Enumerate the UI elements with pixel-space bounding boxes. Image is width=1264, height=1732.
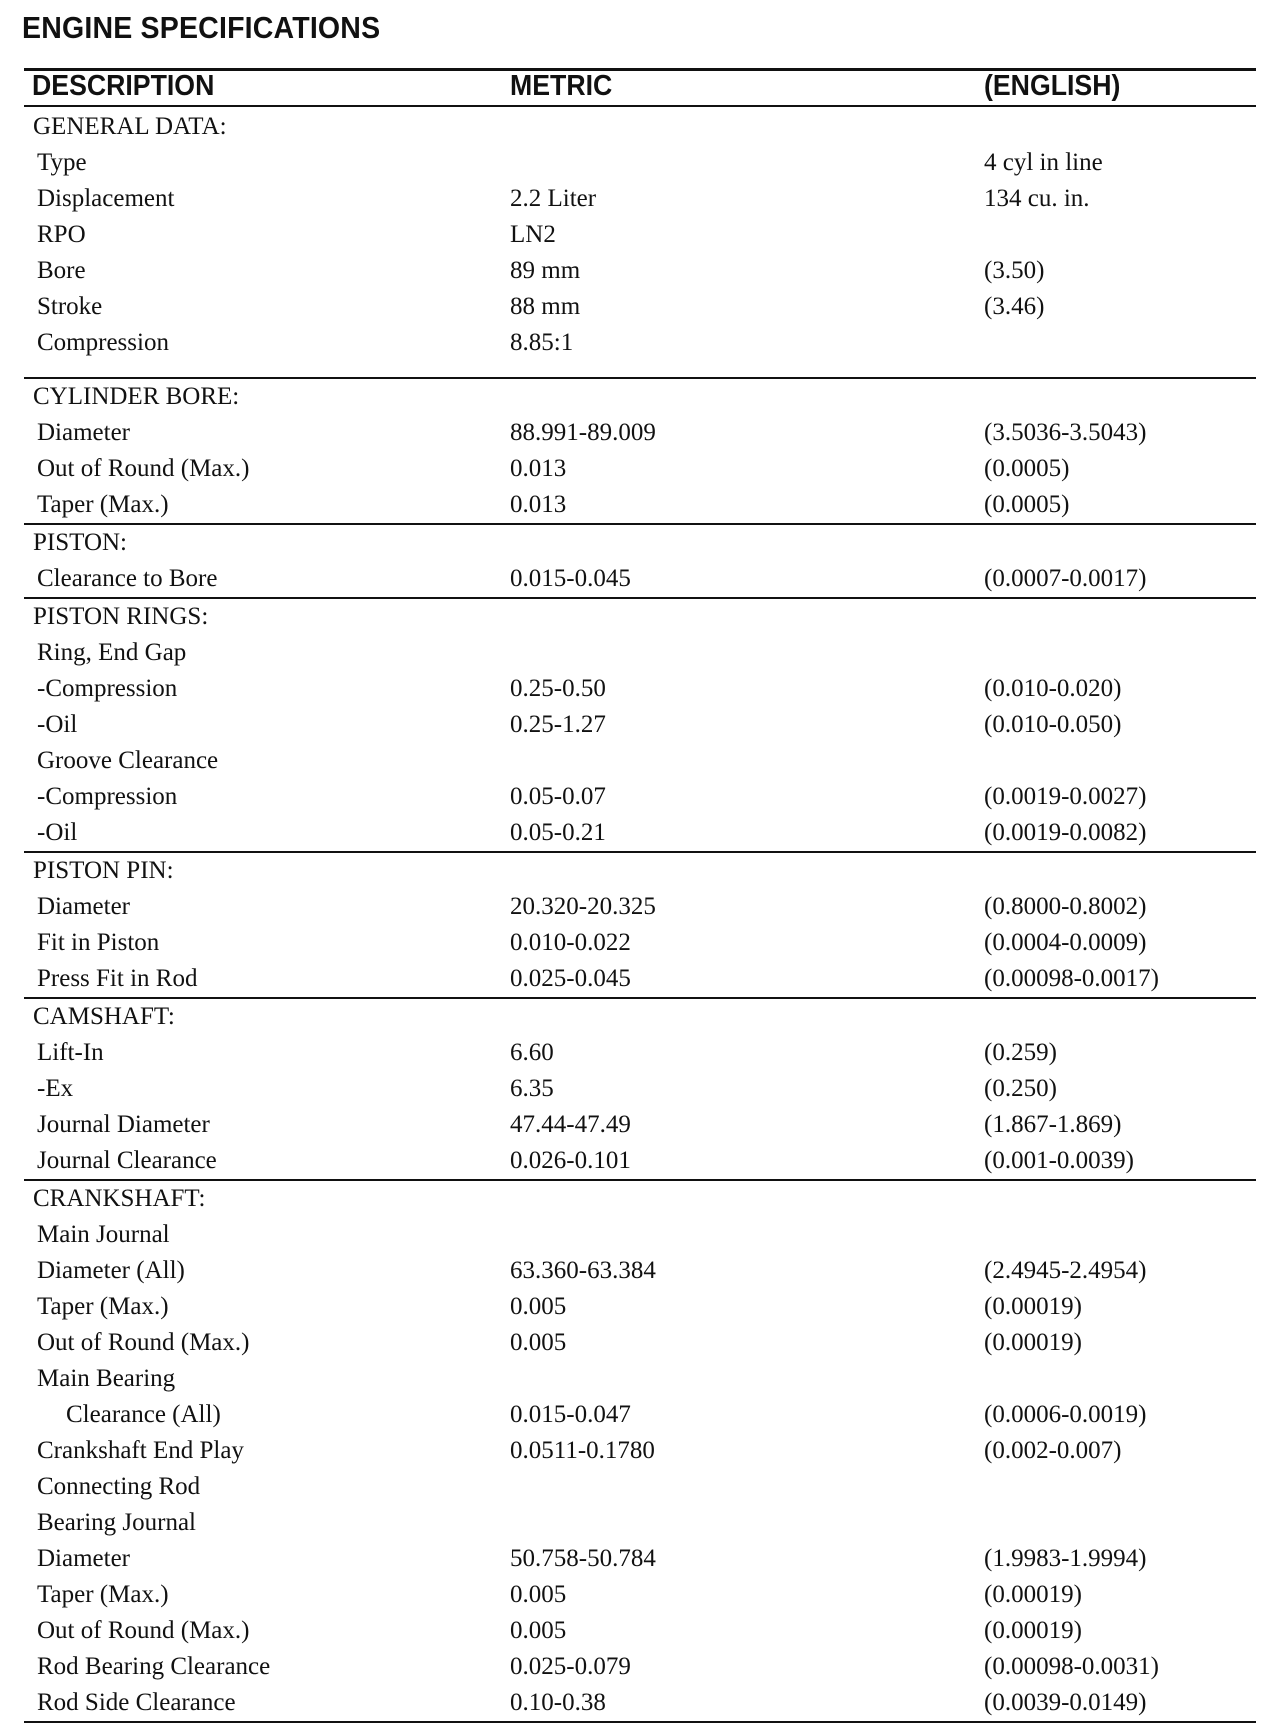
- table-row: [24, 1613, 1256, 1649]
- row-english: (0.0005): [984, 455, 1070, 482]
- row-metric: [510, 1217, 984, 1253]
- table-row: [24, 325, 1256, 361]
- row-metric: 0.015-0.045: [510, 565, 631, 592]
- row-english: (0.010-0.020): [984, 675, 1122, 702]
- row-label: -Ex: [37, 1075, 74, 1102]
- row-label: Type: [37, 149, 87, 176]
- row-english: (0.00098-0.0031): [984, 1653, 1159, 1680]
- table-row: [24, 145, 1256, 181]
- row-label: Journal Diameter: [37, 1111, 210, 1138]
- table-row: [24, 451, 1256, 487]
- row-english: [984, 1361, 1256, 1397]
- row-metric: 0.025-0.045: [510, 965, 631, 992]
- section-heading: GENERAL DATA:: [33, 113, 227, 140]
- row-label: Journal Clearance: [37, 1147, 217, 1174]
- section-heading: CYLINDER BORE:: [33, 383, 240, 410]
- row-english: (0.00019): [984, 1581, 1082, 1608]
- section-cylinder-bore: [24, 379, 1256, 525]
- table-row: [24, 1107, 1256, 1143]
- row-english: (0.00019): [984, 1329, 1082, 1356]
- row-metric: [510, 635, 984, 671]
- row-metric: 88 mm: [510, 293, 581, 320]
- section-heading-row: [24, 853, 1256, 889]
- table-row: [24, 1035, 1256, 1071]
- row-english: 4 cyl in line: [984, 149, 1103, 176]
- row-label: Diameter (All): [37, 1257, 185, 1284]
- section-heading-row: [24, 1181, 1256, 1217]
- table-row: [24, 743, 1256, 779]
- table-row: [24, 289, 1256, 325]
- row-english: (0.0004-0.0009): [984, 929, 1147, 956]
- row-metric: 50.758-50.784: [510, 1545, 656, 1572]
- table-row: [24, 1577, 1256, 1613]
- row-label: Groove Clearance: [37, 747, 219, 774]
- row-metric: 0.25-0.50: [510, 675, 606, 702]
- row-label: Taper (Max.): [37, 1581, 169, 1608]
- row-metric: [510, 1361, 984, 1397]
- row-english: (0.8000-0.8002): [984, 893, 1147, 920]
- row-metric: 89 mm: [510, 257, 581, 284]
- table-row: [24, 1217, 1256, 1253]
- table-row: [24, 217, 1256, 253]
- table-row: [24, 1253, 1256, 1289]
- row-label: -Oil: [37, 711, 78, 738]
- table-row: [24, 487, 1256, 523]
- section-heading-row: [24, 999, 1256, 1035]
- row-label: Diameter: [37, 1545, 131, 1572]
- row-metric: 0.005: [510, 1293, 567, 1320]
- row-label: Bearing Journal: [37, 1509, 196, 1536]
- table-row: [24, 253, 1256, 289]
- row-english: (0.00019): [984, 1617, 1082, 1644]
- row-english: (0.0019-0.0027): [984, 783, 1147, 810]
- row-label: Crankshaft End Play: [37, 1437, 244, 1464]
- row-label: Connecting Rod: [37, 1473, 201, 1500]
- row-metric: 8.85:1: [510, 329, 574, 356]
- row-label: Diameter: [37, 893, 131, 920]
- row-metric: 0.0511-0.1780: [510, 1437, 655, 1464]
- row-label: Clearance (All): [66, 1401, 221, 1428]
- table-row: [24, 707, 1256, 743]
- row-metric: 0.005: [510, 1581, 567, 1608]
- row-metric: 0.010-0.022: [510, 929, 631, 956]
- row-label: Lift-In: [37, 1039, 104, 1066]
- row-english: (0.0005): [984, 491, 1070, 518]
- row-label: RPO: [37, 221, 86, 248]
- row-label: Out of Round (Max.): [37, 1329, 250, 1356]
- table-row: [24, 961, 1256, 997]
- section-heading-row: [24, 525, 1256, 561]
- table-row: [24, 889, 1256, 925]
- row-label: Taper (Max.): [37, 491, 169, 518]
- row-label: Clearance to Bore: [37, 565, 218, 592]
- row-metric: 0.05-0.21: [510, 819, 606, 846]
- row-label: Diameter: [37, 419, 131, 446]
- row-metric: 0.10-0.38: [510, 1689, 606, 1716]
- row-label: Out of Round (Max.): [37, 1617, 250, 1644]
- row-metric: 20.320-20.325: [510, 893, 656, 920]
- table-row: [24, 925, 1256, 961]
- row-english: (0.00019): [984, 1293, 1082, 1320]
- table-row: [24, 815, 1256, 851]
- row-english: [984, 217, 1256, 253]
- table-row: [24, 415, 1256, 451]
- row-metric: [510, 1469, 984, 1505]
- page-title: ENGINE SPECIFICATIONS: [22, 10, 381, 45]
- header-metric: METRIC: [510, 70, 613, 102]
- section-heading: PISTON PIN:: [33, 857, 174, 884]
- row-english: (0.010-0.050): [984, 711, 1122, 738]
- table-row: [24, 1433, 1256, 1469]
- header-english: (ENGLISH): [984, 70, 1121, 102]
- row-english: 134 cu. in.: [984, 185, 1090, 212]
- table-row: [24, 1397, 1256, 1433]
- table-row: [24, 1649, 1256, 1685]
- table-row: [24, 181, 1256, 217]
- row-metric: [510, 145, 984, 181]
- row-english: [984, 325, 1256, 361]
- section-heading: CAMSHAFT:: [33, 1003, 175, 1030]
- row-metric: 0.015-0.047: [510, 1401, 631, 1428]
- row-label: Fit in Piston: [37, 929, 160, 956]
- row-english: (0.259): [984, 1039, 1057, 1066]
- section-heading-row: [24, 109, 1256, 145]
- table-row: [24, 779, 1256, 815]
- row-label: Press Fit in Rod: [37, 965, 198, 992]
- section-heading-row: [24, 379, 1256, 415]
- row-metric: 0.005: [510, 1617, 567, 1644]
- row-english: (1.9983-1.9994): [984, 1545, 1147, 1572]
- row-label: Out of Round (Max.): [37, 455, 250, 482]
- row-label: -Oil: [37, 819, 78, 846]
- row-label: Rod Bearing Clearance: [37, 1653, 271, 1680]
- row-english: (0.250): [984, 1075, 1057, 1102]
- row-english: (0.001-0.0039): [984, 1147, 1134, 1174]
- row-metric: 0.05-0.07: [510, 783, 606, 810]
- row-label: Ring, End Gap: [37, 639, 187, 666]
- row-english: (2.4945-2.4954): [984, 1257, 1147, 1284]
- row-metric: 0.25-1.27: [510, 711, 606, 738]
- row-metric: 0.025-0.079: [510, 1653, 631, 1680]
- row-metric: 0.013: [510, 455, 567, 482]
- row-english: [984, 743, 1256, 779]
- row-english: [984, 1505, 1256, 1541]
- row-metric: 2.2 Liter: [510, 185, 597, 212]
- table-row: [24, 671, 1256, 707]
- row-metric: 63.360-63.384: [510, 1257, 656, 1284]
- section-crankshaft: [24, 1181, 1256, 1723]
- table-row: [24, 1143, 1256, 1179]
- row-english: [984, 635, 1256, 671]
- row-english: (1.867-1.869): [984, 1111, 1122, 1138]
- section-general-data: [24, 109, 1256, 379]
- section-heading-row: [24, 599, 1256, 635]
- table-row: [24, 1361, 1256, 1397]
- row-english: (0.002-0.007): [984, 1437, 1122, 1464]
- row-english: (0.0019-0.0082): [984, 819, 1147, 846]
- row-label: -Compression: [37, 675, 178, 702]
- table-row: [24, 1469, 1256, 1505]
- row-english: [984, 1469, 1256, 1505]
- row-label: Bore: [37, 257, 86, 284]
- section-piston-rings: [24, 599, 1256, 853]
- row-metric: 0.005: [510, 1329, 567, 1356]
- table-row: [24, 635, 1256, 671]
- row-label: Taper (Max.): [37, 1293, 169, 1320]
- table-row: [24, 1505, 1256, 1541]
- row-metric: [510, 1505, 984, 1541]
- row-metric: 0.013: [510, 491, 567, 518]
- spec-sections: [24, 109, 1256, 1723]
- row-metric: 88.991-89.009: [510, 419, 656, 446]
- section-heading: PISTON:: [33, 529, 128, 556]
- row-label: Main Bearing: [37, 1365, 176, 1392]
- header-rule: [24, 105, 1256, 107]
- section-heading: CRANKSHAFT:: [33, 1185, 206, 1212]
- row-metric: LN2: [510, 221, 556, 248]
- row-metric: [510, 743, 984, 779]
- row-english: (0.00098-0.0017): [984, 965, 1159, 992]
- header-description: DESCRIPTION: [32, 70, 215, 102]
- row-label: Rod Side Clearance: [37, 1689, 236, 1716]
- row-english: (0.0007-0.0017): [984, 565, 1147, 592]
- row-english: (3.46): [984, 293, 1045, 320]
- section-piston: [24, 525, 1256, 599]
- row-english: (0.0039-0.0149): [984, 1689, 1147, 1716]
- table-row: [24, 1071, 1256, 1107]
- row-label: Displacement: [37, 185, 175, 212]
- row-english: (3.5036-3.5043): [984, 419, 1147, 446]
- row-metric: 0.026-0.101: [510, 1147, 631, 1174]
- row-english: (0.0006-0.0019): [984, 1401, 1147, 1428]
- row-english: [984, 1217, 1256, 1253]
- section-heading: PISTON RINGS:: [33, 603, 209, 630]
- table-row: [24, 1289, 1256, 1325]
- row-metric: 6.35: [510, 1075, 554, 1102]
- section-camshaft: [24, 999, 1256, 1181]
- table-row: [24, 1685, 1256, 1721]
- row-label: -Compression: [37, 783, 178, 810]
- table-row: [24, 561, 1256, 597]
- row-label: Stroke: [37, 293, 103, 320]
- row-english: (3.50): [984, 257, 1045, 284]
- row-label: Main Journal: [37, 1221, 170, 1248]
- row-label: Compression: [37, 329, 169, 356]
- table-row: [24, 1325, 1256, 1361]
- row-metric: 6.60: [510, 1039, 554, 1066]
- table-header: [24, 68, 1256, 105]
- table-row: [24, 1541, 1256, 1577]
- row-metric: 47.44-47.49: [510, 1111, 631, 1138]
- section-piston-pin: [24, 853, 1256, 999]
